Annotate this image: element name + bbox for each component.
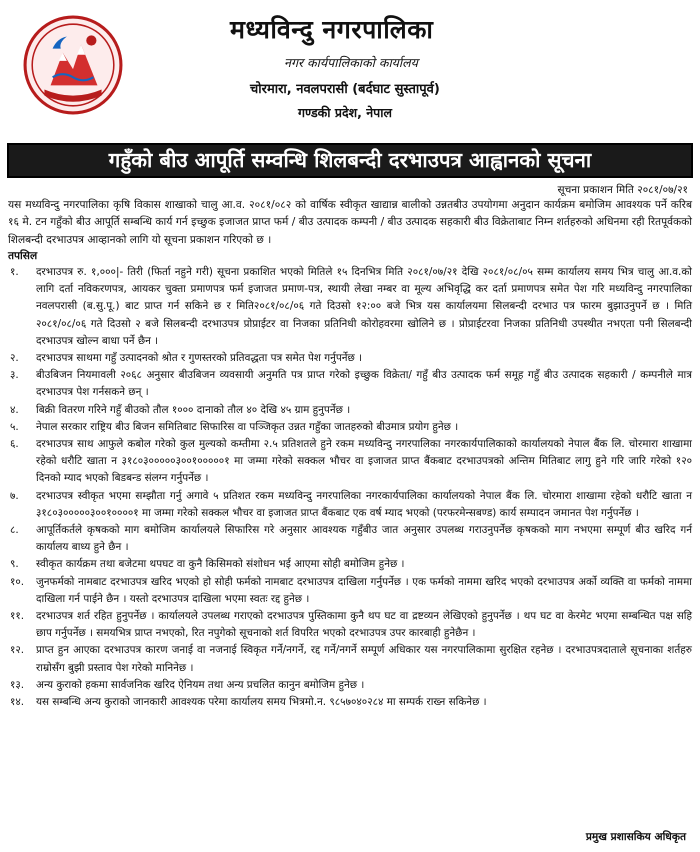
office-address: चोरमारा, नवलपरासी (बर्दघाट सुस्तापूर्व)	[250, 82, 440, 97]
condition-text: प्राप्त हुन आएका दरभाउपत्र कारण जनाई वा नजनाई स्विकृत गर्ने/नगर्ने, रद्द गर्ने/नगर्ने सम्पूर्ण अधिकार यस नगरपालिकामा सुरक्षित रहनेछ । दरभाउपत्रदाताले सूचनाका शर्तहरु राम्रोसँग बुझी प्रस्ताव पेश गरेको मानिनेछ ।	[36, 644, 692, 674]
condition-text: आपूर्तिकर्तले कृषकको माग बमोजिम कार्यालयले सिफारिस गरे अनुसार आवश्यक गहुँबीउ जात अनुसार उपलब्ध गराउनुपर्नेछ कृषकको माग नभएमा सम्पूर्ण बीउ खरिद गर्न कार्यालय बाध्य हुने छैन ।	[36, 524, 692, 554]
condition-text: नेपाल सरकार राष्ट्रिय बीउ बिजन समितिबाट सिफारिस वा पञ्जिकृत उन्नत गहुँका जातहरुको बीउमात्र प्रयोग हुनेछ ।	[36, 420, 459, 433]
condition-text: अन्य कुराको हकमा सार्वजनिक खरिद ऐनियम तथा अन्य प्रचलित कानुन बमोजिम हुनेछ ।	[36, 678, 365, 691]
nepal-government-emblem-icon	[22, 14, 124, 116]
condition-item	[8, 436, 692, 488]
notice-intro: यस मध्यविन्दु नगरपालिका कृषि विकास शाखाको चालु आ.व. २०८१/०८२ को वार्षिक स्वीकृत खाद्यान्न बालीको उन्नतबीउ उपयोगमा अनुदान कार्यक्रम बमोजिम आवश्यक पर्ने करिब १६ मे. टन गहुँको बीउ आपूर्ति सम्बन्धि कार्य गर्न इच्छुक इजाजत प्राप्त फर्म / बीउ उत्पादक कम्पनी / बीउ उत्पादक सहकारी बीउ विक्रेताबाट निम्न शर्तहरुको अधिनमा रही रितपूर्वकको शिलबन्दी दरभाउपत्र आव्हानको लागि यो सूचना प्रकाशन गरिएको छ ।	[8, 199, 692, 246]
condition-item	[8, 694, 692, 711]
condition-text: दरभाउपत्र रु. १,०००|- तिरी (फिर्ता नहुने गरी) सूचना प्रकाशित भएको मितिले १५ दिनभित्र मिति २०८१/०७/२१ देखि २०८१/०८/०५ सम्म कार्यालय समय भित्र चालु आ.व.को लागि दर्ता नविकरणपत्र, आयकर चुक्ता प्रमाणपत्र फर्म इजाजत प्रमाण-पत्र, स्थायी लेखा नम्बर वा मूल्य अभिवृद्धि कर दर्ता प्रमाणपत्र समेत पेश गरि मध्यविन्दु नगरपालिका नवलपरासी (ब.सु.पू.) बाट प्राप्त गर्न सकिने छ र मिति२०८१/०८/०६ गते दिउसो १२:०० बजे भित्र यस कार्यालयमा सिलबन्दी दरभाउ पत्र फारम बुझाउनुपर्ने छ । मिति २०८१/०८/०६ गते दिउसो २ बजे सिलबन्दी दरभाउपत्र प्रोप्राईटर वा निजका प्रतिनिधी कोरोहवरमा खोलिने छ । प्रोप्राईटरवा निजका प्रतिनिधी उपस्थीत नभएता पनी सिलबन्दी दरभाउपत्र खोल्न बाधा पर्ने छैन ।	[36, 266, 692, 347]
condition-item	[8, 367, 692, 401]
condition-text: दरभाउपत्र साथमा गहुँ उत्पादनको श्रोत र गुणस्तरको प्रतिवद्धता पत्र समेत पेश गर्नुपर्नेछ ।	[36, 352, 363, 365]
condition-text: दरभाउपत्र शर्त रहित हुनुपर्नेछ । कार्यालयले उपलब्ध गराएको दरभाउपत्र पुस्तिकामा कुनै थप घट वा द्रष्टव्यन लेखिएको हुनुपर्नेछ । थप घट वा केरमेट भएमा सम्बन्धित पक्ष सहि छाप गर्नुपर्नेछ । समयभित्र प्राप्त नभएको, रित नपुगेको सूचनाको शर्त विपरित भएको दरभाउपत्र उपर कारबाही हुनेछैन ।	[36, 610, 692, 640]
condition-item	[8, 419, 692, 436]
condition-item	[8, 677, 692, 694]
signatory-title: प्रमुख प्रशासकिय अधिकृत	[585, 831, 686, 843]
condition-item	[8, 488, 692, 522]
condition-number: ९.	[10, 558, 19, 571]
condition-number: १.	[10, 266, 19, 278]
condition-text: दरभाउपत्र साथ आफुले कबोल गरेको कुल मुल्यको कम्तीमा २.५ प्रतिशतले हुने रकम मध्यविन्दु नगरपालिका नगरकार्यपालिकाको कार्यालयको नेपाल बैंक लि. चोरमारा शाखामा रहेको धरौटि खाता न ३१८०३०००००३००१०००००१ मा जम्मा गरेको सक्कल भौचर वा इजाजत प्राप्त बैंकबाट दरभाउपत्रको अन्तिम मितिबाट लागु हुने गरि जारि गरेको १२० दिनको म्याद भएको बिडबन्ड संलग्न गर्नुपर्नेछ ।	[36, 438, 692, 485]
condition-text: बिक्री वितरण गरिने गहुँ बीउको तौल १००० दानाको तौल ४० देखि ४५ ग्राम हुनुपर्नेछ ।	[36, 403, 351, 416]
condition-text: यस सम्बन्धि अन्य कुराको जानकारी आवश्यक परेमा कार्यालय समय भित्रमो.न. ९८५७०४०२८४ मा सम्पर्क राख्न सकिनेछ ।	[36, 696, 487, 709]
condition-number: ३.	[10, 369, 19, 382]
notice-title-banner	[7, 143, 693, 178]
condition-text: स्वीकृत कार्यक्रम तथा बजेटमा थपघट वा कुनै किसिमको संशोधन भई आएमा सोही बमोजिम हुनेछ ।	[36, 558, 405, 571]
condition-number: २.	[10, 352, 19, 365]
conditions-list	[8, 264, 692, 711]
condition-text: बीउबिजन नियमावली २०६८ अनुसार बीउबिजन व्यवसायी अनुमति पत्र प्राप्त गरेको इच्छुक विक्रेता/ गहुँ बीउ उत्पादक फर्म समूह गहुँ बीउ उत्पादक सहकारी / कम्पनीले मात्र दरभाउपत्र पेश गर्नसकने छन् ।	[36, 369, 692, 399]
office-name: मध्यविन्दु नगरपालिका	[230, 15, 434, 44]
condition-number: ११.	[10, 610, 25, 623]
condition-item	[8, 642, 692, 676]
condition-number: ६.	[10, 438, 19, 451]
office-province: गण्डकी प्रदेश, नेपाल	[298, 105, 392, 120]
condition-item	[8, 402, 692, 419]
office-subtitle: नगर कार्यपालिकाको कार्यालय	[284, 55, 418, 70]
condition-number: १०.	[10, 575, 25, 588]
condition-text: जुनफर्मको नामबाट दरभाउपत्र खरिद भएको हो सोही फर्मको नामबाट दरभाउपत्र दाखिला गर्नुपर्नेछ । एक फर्मको नाममा खरिद भएको दरभाउपत्र अर्को व्यक्ति वा फर्मको नाममा दाखिला गर्न पाईने छैन । यस्तो दरभाउपत्र दाखिला भएमा स्वतः रद्द हुनेछ ।	[36, 575, 692, 605]
condition-number: ५.	[10, 420, 19, 433]
condition-text: दरभाउपत्र स्वीकृत भएमा सम्झौता गर्नु अगावे ५ प्रतिशत रकम मध्यविन्दु नगरपालिका नगरकार्यपालिका कार्यालयको नेपाल बैंक लि. चोरमारा शाखामा रहेको धरौटि खाता न ३१८०३०००००३००१००००१ मा जम्मा गरेको सक्कल भौचर वा इजाजत प्राप्त बैंकबाट एक वर्ष म्याद भएको (परफरमेन्सबण्ड) कार्य सम्पादन जमानत पेश गर्नुपर्नेछ ।	[36, 489, 692, 519]
letterhead	[0, 0, 700, 145]
condition-number: ८.	[10, 524, 19, 537]
condition-item	[8, 556, 692, 573]
condition-item	[8, 350, 692, 367]
condition-number: ४.	[10, 403, 19, 416]
condition-number: १४.	[10, 696, 25, 709]
condition-item	[8, 264, 692, 350]
condition-number: ७.	[10, 489, 19, 502]
condition-item	[8, 608, 692, 642]
condition-number: १३.	[10, 678, 25, 691]
details-heading: तपसिल	[8, 250, 38, 262]
condition-item	[8, 574, 692, 608]
condition-item	[8, 522, 692, 556]
publication-date: सूचना प्रकाशन मिति २०८१/०७/२१	[557, 184, 688, 196]
condition-number: १२.	[10, 644, 25, 657]
notice-title: गहुँको बीउ आपूर्ति सम्वन्धि शिलबन्दी दरभाउपत्र आह्वानको सूचना	[108, 148, 592, 172]
